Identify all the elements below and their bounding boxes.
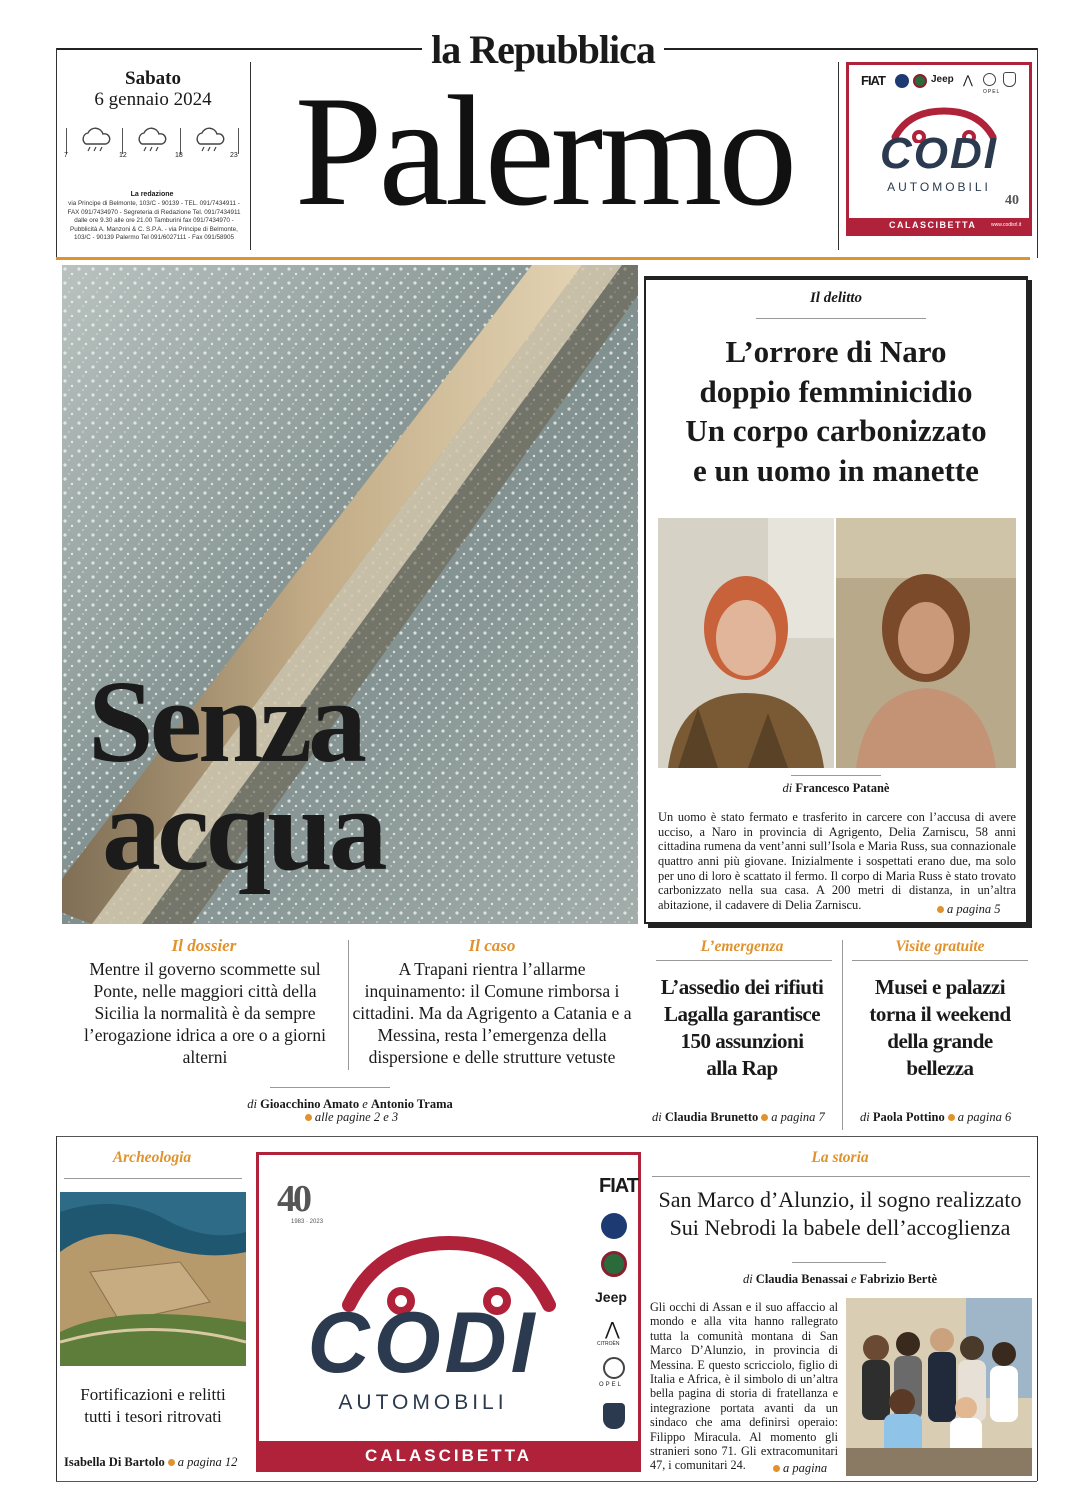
delitto-box[interactable]	[644, 276, 1028, 924]
delitto-kicker: Il delitto	[809, 290, 863, 306]
storia-kicker: La storia	[811, 1149, 869, 1166]
city-title: Palermo	[294, 64, 794, 239]
lancia-icon	[601, 1213, 627, 1239]
alfa-romeo-icon	[913, 74, 927, 88]
emergenza-byline: di Claudia Brunetto a pagina 7	[652, 1110, 825, 1124]
ad-bottom-sub: AUTOMOBILI	[338, 1391, 508, 1414]
storia-byline: di Claudia Benassai e Fabrizio Bertè	[742, 1272, 938, 1286]
ad-bottom-place: CALASCIBETTA	[365, 1446, 532, 1465]
victim-photo-1	[658, 518, 834, 768]
main-headline-line1: Senza	[88, 656, 363, 787]
ad-place: CALASCIBETTA	[889, 220, 977, 230]
main-photo	[62, 265, 638, 924]
ad-codi-top[interactable]	[846, 62, 1032, 236]
rain-cloud-icon	[78, 126, 114, 154]
ad-codi-name: CODI	[880, 129, 998, 178]
weather-hour: 18	[175, 152, 183, 159]
caso-text: A Trapani rientra l’allarme inquinamento: il Comune rimborsa i cittadini. Ma da Agrigento a Catania e a Messina, resta l’emergenza della dispersione e delle strutture vetuste	[352, 959, 632, 1067]
ad-brand-fiat: FIAT	[861, 73, 885, 88]
visite-byline: di Paola Pottino a pagina 6	[860, 1110, 1012, 1124]
delitto-byline: di Francesco Patanè	[782, 781, 890, 795]
caso-kicker: Il caso	[468, 936, 516, 955]
main-byline: di Gioacchino Amato e Antonio Trama	[247, 1097, 453, 1111]
weather-hour: 7	[64, 152, 68, 159]
ad-bottom-anniv: 40	[277, 1178, 309, 1220]
ad-bottom-brand-citroen: CITROËN	[597, 1341, 620, 1347]
storia-text: Gli occhi di Assan e il suo affaccio al mondo e alla vita hanno rallegrato tutta la comunità montana di San Marco D’Alunzio, in provincia di Messina. E questo scricciolo, figlio di Italia e Africa, è il simbolo di un’altra bella pagina di storia di fratellanza e integrazione portata avanti da un sindaco che ama definirsi operaio: Filippo Miracula. Al momento gli stranieri sono 71. Gli extracomunitari 47, i comunitari 24.	[650, 1300, 838, 1473]
victim-photo-2	[836, 518, 1016, 768]
rain-cloud-icon	[134, 126, 170, 154]
archeologia-headline: Fortificazioni e relitti tutti i tesori ritrovati	[80, 1385, 226, 1426]
ad-codi-sub: AUTOMOBILI	[887, 180, 991, 194]
delitto-text: Un uomo è stato fermato e trasferito in carcere con l’accusa di avere ucciso, a Naro in provincia di Agrigento, Delia Zarniscu, 58 anni cittadina rumena da vent’anni sull’Isola e Maria Russ, sua connazionale quattro anni più giovane. Inizialmente i sospettati erano due, ma solo per uno di loro è scattato il fermo. Il corpo di Maria Russ è stato trovato carbonizzato nella sua casa. A 200 metri di distanza, in un’altra abitazione, il cadavere di Delia Zarniscu.	[658, 810, 1016, 912]
citroen-icon: ⋀	[605, 1319, 620, 1340]
ad-bottom-brand-jeep: Jeep	[595, 1289, 627, 1305]
storia-page: a pagina	[770, 1461, 840, 1476]
visite-kicker: Visite gratuite	[895, 938, 985, 955]
ad-brand-jeep: Jeep	[931, 74, 954, 85]
ad-bottom-brand-fiat: FIAT	[599, 1175, 638, 1197]
emergenza-kicker: L’emergenza	[700, 938, 784, 955]
alfa-romeo-icon	[601, 1251, 627, 1277]
archeologia-photo	[60, 1192, 246, 1366]
ad-bottom-name: CODI	[307, 1295, 539, 1391]
opel-icon	[603, 1357, 625, 1379]
opel-icon	[983, 73, 996, 86]
dossier-kicker: Il dossier	[171, 936, 237, 955]
archeologia-byline: Isabella Di Bartolo a pagina 12	[64, 1455, 238, 1469]
main-headline-line2: acqua	[102, 764, 384, 895]
citroen-icon: ⋀	[963, 73, 973, 87]
storia-headline: San Marco d’Alunzio, il sogno realizzato Sui Nebrodi la babele dell’accoglienza	[658, 1187, 1022, 1240]
redazione-title: La redazione	[130, 191, 174, 198]
weather-hour: 12	[119, 152, 127, 159]
brand-logo: la Repubblica	[431, 27, 655, 72]
archeologia-kicker: Archeologia	[112, 1149, 192, 1166]
ad-bottom-brand-opel: OPEL	[599, 1382, 624, 1388]
ad-brand-opel: OPEL	[983, 89, 1001, 95]
delitto-headline: L’orrore di Naro doppio femminicidio Un corpo carbonizzato e un uomo in manette	[685, 334, 987, 488]
dossier-text: Mentre il governo scommette sul Ponte, nelle maggiori città della Sicilia la normalità è da sempre l’erogazione idrica a ore o a giorni alterni	[84, 959, 326, 1067]
ad-url: www.codisrl.it	[991, 222, 1022, 228]
weather-strip	[62, 122, 246, 164]
ad-codi-bottom[interactable]	[256, 1152, 641, 1472]
peugeot-icon	[603, 1403, 625, 1429]
storia-photo	[846, 1298, 1032, 1476]
weather-hour: 23	[230, 152, 238, 159]
ad-bottom-years: 1983 · 2023	[291, 1219, 324, 1225]
peugeot-icon	[1003, 72, 1016, 87]
rain-cloud-icon	[192, 126, 228, 154]
visite-headline: Musei e palazzi torna il weekend della grande bellezza	[869, 975, 1011, 1080]
emergenza-headline: L’assedio dei rifiuti Lagalla garantisce 150 assunzioni alla Rap	[660, 975, 824, 1080]
main-pages: alle pagine 2 e 3	[140, 1110, 560, 1125]
ad-anniv: 40	[1005, 193, 1019, 208]
date-day: Sabato	[125, 68, 181, 89]
date-full: 6 gennaio 2024	[94, 89, 212, 110]
lancia-icon	[895, 74, 909, 88]
redazione-text: via Principe di Belmonte, 103/C - 90139 - TEL. 091/7434911 - FAX 091/7434970 - Segreteria di Redazione Tel. 091/7434911 dalle ore 9.30 alle ore 21.00 Tamburini fax 091/7434970 - Pubblicità A. Manzoni & C. S.P.A. - via Principe di Belmonte, 103/C - 90139 Palermo Tel 091/6027111 - Fax 091/58905	[67, 200, 241, 241]
delitto-page: a pagina 5	[934, 902, 1024, 917]
